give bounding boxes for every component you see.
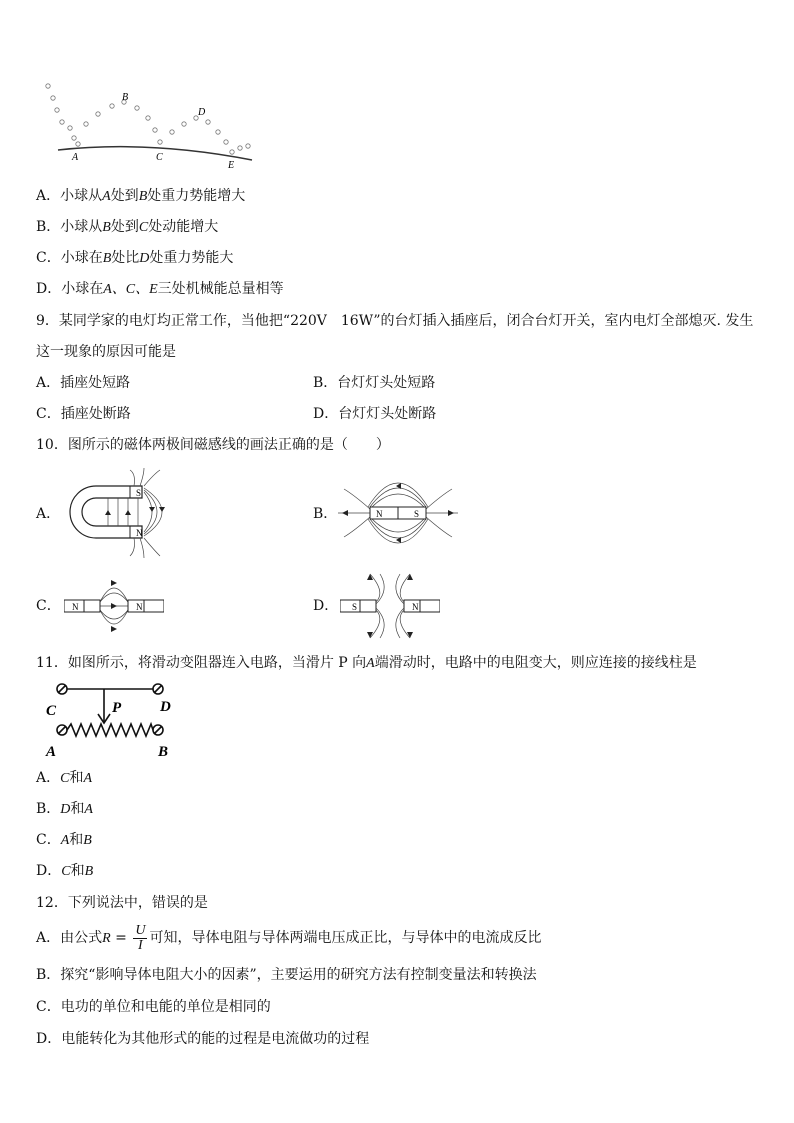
pole-b-right: S xyxy=(414,509,420,519)
magnet-figure-d xyxy=(340,572,440,640)
fig-label-d: D xyxy=(198,107,206,118)
terminal-label-d: D xyxy=(160,699,171,715)
q9-option-a[interactable]: A．插座处短路 xyxy=(36,375,131,391)
q11-option-b[interactable]: B．D和A xyxy=(36,801,93,817)
q10-option-d-label[interactable]: D． xyxy=(313,598,339,614)
q8-option-c[interactable]: C．小球在B处比D处重力势能大 xyxy=(36,250,234,266)
formula-fraction: $\frac{U}{I}$ xyxy=(135,922,146,953)
fig-label-a: A xyxy=(72,152,79,163)
q9-option-c[interactable]: C．插座处断路 xyxy=(36,406,131,422)
q10-option-b-label[interactable]: B． xyxy=(313,506,338,522)
fig-label-c: C xyxy=(156,152,163,163)
magnet-figure-b xyxy=(338,475,458,551)
slider-label-p: P xyxy=(112,700,122,716)
q9-stem-line2: 这一现象的原因可能是 xyxy=(36,344,176,360)
rheostat-figure xyxy=(40,680,180,760)
q9-stem-line1: 9．某同学家的电灯均正常工作，当他把“220V 16W”的台灯插入插座后，闭合台灯开关，室内电灯全部熄灭. 发生 xyxy=(36,313,754,329)
q12-option-c[interactable]: C．电功的单位和电能的单位是相同的 xyxy=(36,999,271,1015)
fig-label-b: B xyxy=(122,92,129,103)
magnet-figure-c xyxy=(64,574,164,638)
pole-d-left: S xyxy=(352,602,358,612)
q11-option-c[interactable]: C．A和B xyxy=(36,832,92,848)
terminal-label-c: C xyxy=(46,703,57,719)
pole-a-bottom: N xyxy=(136,528,143,538)
q11-option-a[interactable]: A．C和A xyxy=(36,770,93,786)
q12-option-a[interactable]: A．由公式R = $\frac{U}{I}$ 可知，导体电阻与导体两端电压成正比，与导体中的电流成反比 xyxy=(36,922,542,953)
pole-a-top: S xyxy=(136,488,142,498)
q9-option-d[interactable]: D．台灯灯头处断路 xyxy=(313,406,437,422)
q8-option-b[interactable]: B．小球从B处到C处动能增大 xyxy=(36,219,219,235)
terminal-label-a: A xyxy=(46,744,57,760)
q11-stem: 11．如图所示，将滑动变阻器连入电路，当滑片 P 向A端滑动时，电路中的电阻变大，则应连接的接线柱是 xyxy=(36,655,697,671)
q11-option-d[interactable]: D．C和B xyxy=(36,863,94,879)
fig-label-e: E xyxy=(228,160,235,170)
magnet-figure-a xyxy=(64,468,184,558)
q12-stem: 12．下列说法中，错误的是 xyxy=(36,895,208,911)
q12-option-d[interactable]: D．电能转化为其他形式的能的过程是电流做功的过程 xyxy=(36,1031,370,1047)
terminal-label-b: B xyxy=(158,744,169,760)
pole-d-right: N xyxy=(412,602,419,612)
pole-b-left: N xyxy=(376,509,383,519)
pole-c-left: N xyxy=(72,602,79,612)
q10-option-c-label[interactable]: C． xyxy=(36,598,61,614)
q12-option-b[interactable]: B．探究“影响导体电阻大小的因素”，主要运用的研究方法有控制变量法和转换法 xyxy=(36,967,537,983)
q10-option-a-label[interactable]: A． xyxy=(36,506,61,522)
q8-option-d[interactable]: D．小球在A、C、E三处机械能总量相等 xyxy=(36,281,284,297)
bouncing-ball-figure xyxy=(40,80,260,170)
pole-c-right: N xyxy=(136,602,143,612)
q8-option-a[interactable]: A．小球从A处到B处重力势能增大 xyxy=(36,188,246,204)
q9-option-b[interactable]: B．台灯灯头处短路 xyxy=(313,375,436,391)
q10-stem: 10．图所示的磁体两极间磁感线的画法正确的是（ ） xyxy=(36,437,390,453)
